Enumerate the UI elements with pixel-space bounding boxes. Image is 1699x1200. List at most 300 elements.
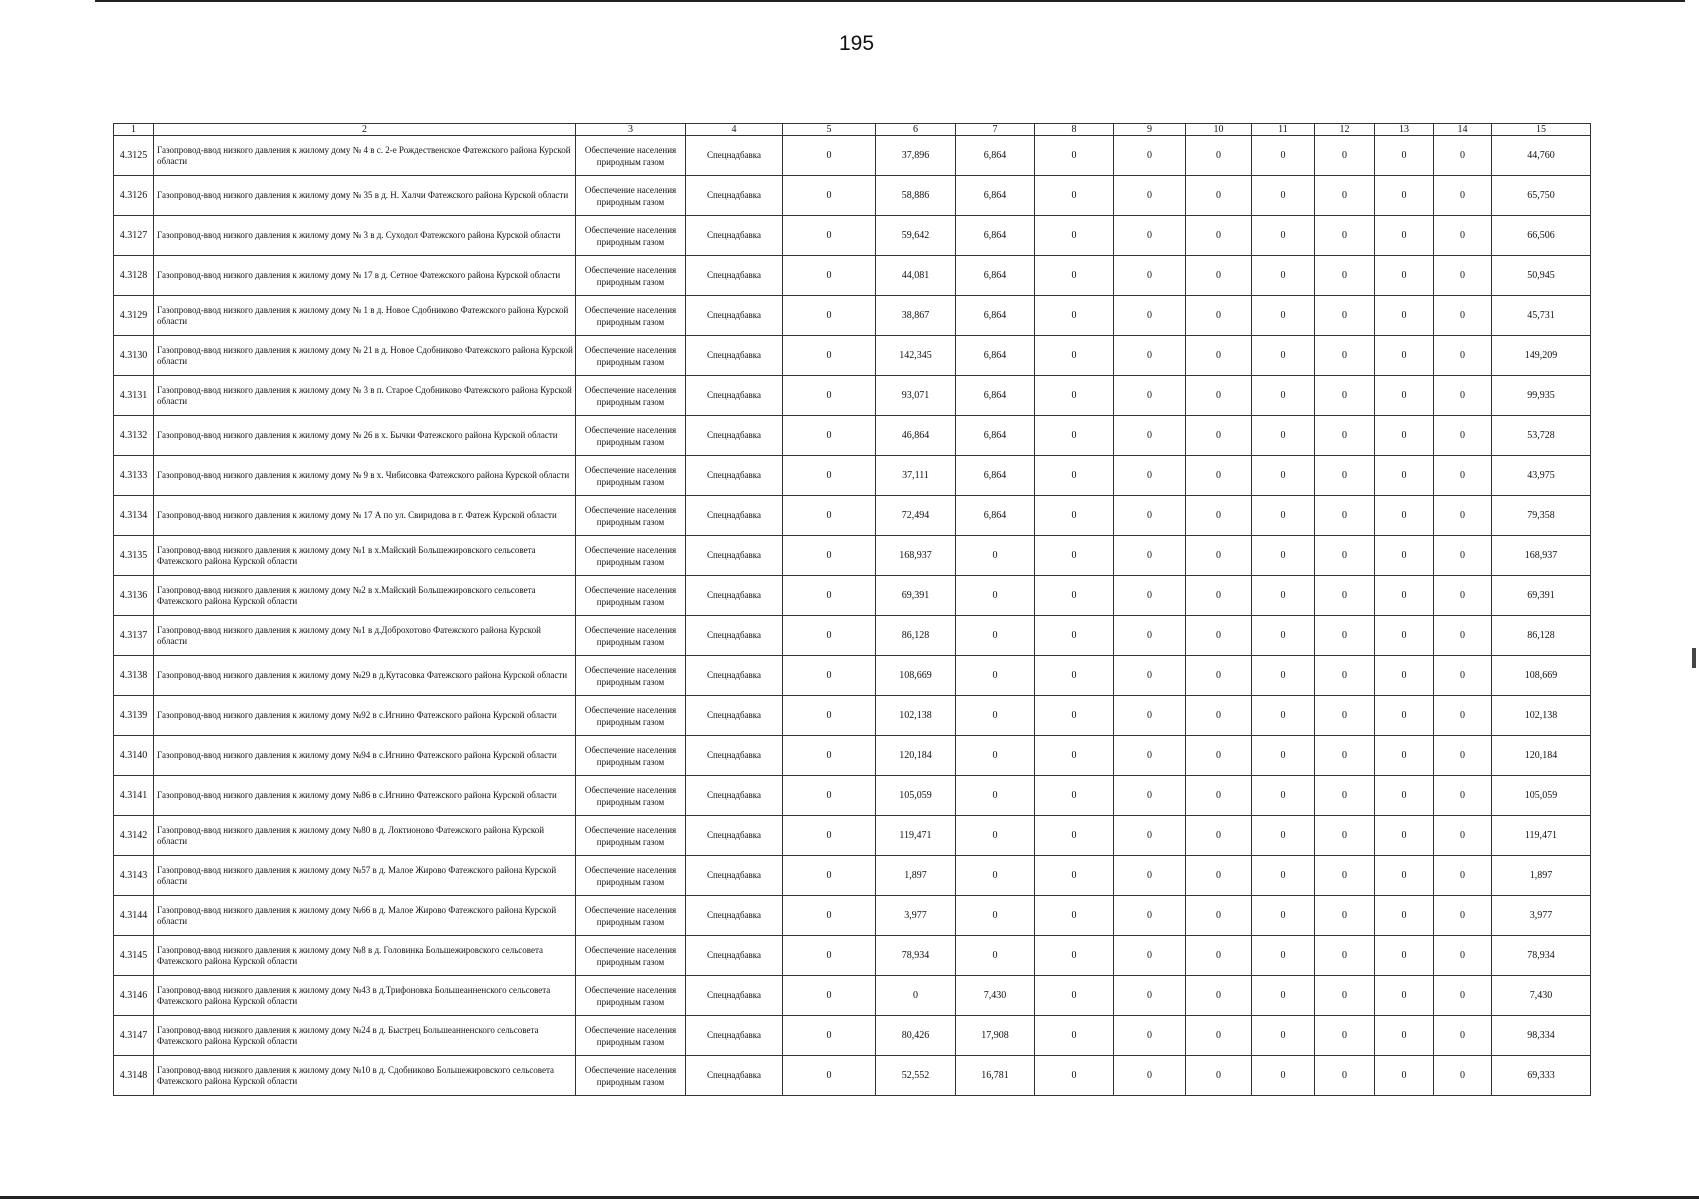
row-number-cell: 4.3140: [114, 736, 154, 776]
row-number-cell: 4.3129: [114, 296, 154, 336]
col-9-cell: 0: [1114, 616, 1186, 656]
col-6-cell: 52,552: [876, 1056, 956, 1096]
object-description-cell: Газопровод-ввод низкого давления к жилому дому № 1 в д. Новое Сдобниково Фатежского района Курской области: [154, 296, 576, 336]
col-7-cell: 0: [956, 776, 1035, 816]
col-7-cell: 7,430: [956, 976, 1035, 1016]
col-8-cell: 0: [1035, 656, 1114, 696]
col-14-cell: 0: [1434, 856, 1492, 896]
col-9-cell: 0: [1114, 456, 1186, 496]
funding-source-cell: Спецнадбавка: [686, 976, 783, 1016]
row-number-cell: 4.3138: [114, 656, 154, 696]
col-12-cell: 0: [1315, 496, 1375, 536]
table-row: [114, 696, 1591, 736]
col-6-cell: 78,934: [876, 936, 956, 976]
col-13-cell: 0: [1375, 336, 1434, 376]
col-12-cell: 0: [1315, 256, 1375, 296]
col-9-cell: 0: [1114, 536, 1186, 576]
bottom-rule: [0, 1196, 1699, 1199]
object-description-cell: Газопровод-ввод низкого давления к жилому дому №29 в д.Кутасовка Фатежского района Курской области: [154, 656, 576, 696]
col-8-cell: 0: [1035, 216, 1114, 256]
object-description-cell: Газопровод-ввод низкого давления к жилому дому №24 в д. Быстрец Большеанненского сельсовета Фатежского района Курской области: [154, 1016, 576, 1056]
col-8-cell: 0: [1035, 816, 1114, 856]
col-10-cell: 0: [1186, 416, 1252, 456]
funding-source-cell: Спецнадбавка: [686, 536, 783, 576]
purpose-cell: Обеспечение населения природным газом: [576, 976, 686, 1016]
funding-source-cell: Спецнадбавка: [686, 736, 783, 776]
col-10-cell: 0: [1186, 776, 1252, 816]
table-body: [114, 136, 1591, 1096]
col-7-cell: 6,864: [956, 296, 1035, 336]
col-14-cell: 0: [1434, 496, 1492, 536]
data-table: [113, 123, 1591, 1096]
object-description-cell: Газопровод-ввод низкого давления к жилому дому № 3 в д. Суходол Фатежского района Курской области: [154, 216, 576, 256]
col-10-cell: 0: [1186, 496, 1252, 536]
col-9-cell: 0: [1114, 176, 1186, 216]
col-8-cell: 0: [1035, 256, 1114, 296]
funding-source-cell: Спецнадбавка: [686, 176, 783, 216]
col-6-cell: 0: [876, 976, 956, 1016]
purpose-cell: Обеспечение населения природным газом: [576, 616, 686, 656]
funding-source-cell: Спецнадбавка: [686, 936, 783, 976]
row-number-cell: 4.3144: [114, 896, 154, 936]
col-15-total-cell: 7,430: [1492, 976, 1591, 1016]
row-number-cell: 4.3141: [114, 776, 154, 816]
table-row: [114, 816, 1591, 856]
col-8-cell: 0: [1035, 496, 1114, 536]
col-12-cell: 0: [1315, 816, 1375, 856]
object-description-cell: Газопровод-ввод низкого давления к жилому дому №86 в с.Игнино Фатежского района Курской области: [154, 776, 576, 816]
column-header-14: 14: [1434, 124, 1492, 136]
col-5-cell: 0: [783, 656, 876, 696]
col-5-cell: 0: [783, 216, 876, 256]
col-13-cell: 0: [1375, 536, 1434, 576]
table-row: [114, 976, 1591, 1016]
table-row: [114, 896, 1591, 936]
col-14-cell: 0: [1434, 1016, 1492, 1056]
object-description-cell: Газопровод-ввод низкого давления к жилому дому № 26 в х. Бычки Фатежского района Курской области: [154, 416, 576, 456]
funding-source-cell: Спецнадбавка: [686, 776, 783, 816]
col-11-cell: 0: [1252, 576, 1315, 616]
object-description-cell: Газопровод-ввод низкого давления к жилому дому №2 в х.Майский Большежировского сельсовета Фатежского района Курской области: [154, 576, 576, 616]
table-row: [114, 856, 1591, 896]
col-15-total-cell: 69,391: [1492, 576, 1591, 616]
col-15-total-cell: 3,977: [1492, 896, 1591, 936]
object-description-cell: Газопровод-ввод низкого давления к жилому дому №80 в д. Локтионово Фатежского района Курской области: [154, 816, 576, 856]
col-5-cell: 0: [783, 536, 876, 576]
col-5-cell: 0: [783, 576, 876, 616]
col-6-cell: 142,345: [876, 336, 956, 376]
col-7-cell: 6,864: [956, 136, 1035, 176]
col-11-cell: 0: [1252, 136, 1315, 176]
col-6-cell: 93,071: [876, 376, 956, 416]
object-description-cell: Газопровод-ввод низкого давления к жилому дому № 35 в д. Н. Халчи Фатежского района Курской области: [154, 176, 576, 216]
column-header-5: 5: [783, 124, 876, 136]
purpose-cell: Обеспечение населения природным газом: [576, 896, 686, 936]
col-5-cell: 0: [783, 256, 876, 296]
col-11-cell: 0: [1252, 1056, 1315, 1096]
col-6-cell: 46,864: [876, 416, 956, 456]
col-14-cell: 0: [1434, 616, 1492, 656]
col-14-cell: 0: [1434, 576, 1492, 616]
col-7-cell: 17,908: [956, 1016, 1035, 1056]
col-9-cell: 0: [1114, 1016, 1186, 1056]
col-7-cell: 6,864: [956, 456, 1035, 496]
col-9-cell: 0: [1114, 736, 1186, 776]
col-13-cell: 0: [1375, 1056, 1434, 1096]
col-12-cell: 0: [1315, 856, 1375, 896]
column-header-9: 9: [1114, 124, 1186, 136]
col-15-total-cell: 86,128: [1492, 616, 1591, 656]
col-5-cell: 0: [783, 1056, 876, 1096]
col-10-cell: 0: [1186, 256, 1252, 296]
col-10-cell: 0: [1186, 976, 1252, 1016]
col-14-cell: 0: [1434, 256, 1492, 296]
col-14-cell: 0: [1434, 536, 1492, 576]
scan-mark: [1692, 648, 1696, 668]
purpose-cell: Обеспечение населения природным газом: [576, 136, 686, 176]
col-14-cell: 0: [1434, 936, 1492, 976]
purpose-cell: Обеспечение населения природным газом: [576, 496, 686, 536]
funding-source-cell: Спецнадбавка: [686, 816, 783, 856]
col-10-cell: 0: [1186, 456, 1252, 496]
col-10-cell: 0: [1186, 896, 1252, 936]
col-5-cell: 0: [783, 456, 876, 496]
col-9-cell: 0: [1114, 496, 1186, 536]
col-15-total-cell: 120,184: [1492, 736, 1591, 776]
column-header-1: 1: [114, 124, 154, 136]
col-5-cell: 0: [783, 936, 876, 976]
table-row: [114, 216, 1591, 256]
col-6-cell: 37,896: [876, 136, 956, 176]
col-14-cell: 0: [1434, 976, 1492, 1016]
col-13-cell: 0: [1375, 456, 1434, 496]
col-9-cell: 0: [1114, 296, 1186, 336]
col-11-cell: 0: [1252, 696, 1315, 736]
col-14-cell: 0: [1434, 1056, 1492, 1096]
row-number-cell: 4.3126: [114, 176, 154, 216]
col-13-cell: 0: [1375, 576, 1434, 616]
col-8-cell: 0: [1035, 176, 1114, 216]
column-header-10: 10: [1186, 124, 1252, 136]
col-13-cell: 0: [1375, 176, 1434, 216]
col-6-cell: 108,669: [876, 656, 956, 696]
col-6-cell: 38,867: [876, 296, 956, 336]
purpose-cell: Обеспечение населения природным газом: [576, 216, 686, 256]
col-10-cell: 0: [1186, 176, 1252, 216]
col-7-cell: 0: [956, 816, 1035, 856]
col-12-cell: 0: [1315, 936, 1375, 976]
col-8-cell: 0: [1035, 896, 1114, 936]
column-header-12: 12: [1315, 124, 1375, 136]
purpose-cell: Обеспечение населения природным газом: [576, 296, 686, 336]
top-rule: [95, 0, 1685, 2]
col-15-total-cell: 149,209: [1492, 336, 1591, 376]
col-9-cell: 0: [1114, 216, 1186, 256]
col-14-cell: 0: [1434, 216, 1492, 256]
col-11-cell: 0: [1252, 536, 1315, 576]
col-12-cell: 0: [1315, 376, 1375, 416]
funding-source-cell: Спецнадбавка: [686, 696, 783, 736]
purpose-cell: Обеспечение населения природным газом: [576, 376, 686, 416]
col-14-cell: 0: [1434, 176, 1492, 216]
col-9-cell: 0: [1114, 696, 1186, 736]
col-15-total-cell: 168,937: [1492, 536, 1591, 576]
col-12-cell: 0: [1315, 136, 1375, 176]
col-11-cell: 0: [1252, 176, 1315, 216]
table-row: [114, 136, 1591, 176]
col-12-cell: 0: [1315, 1056, 1375, 1096]
col-13-cell: 0: [1375, 856, 1434, 896]
col-11-cell: 0: [1252, 616, 1315, 656]
table-row: [114, 936, 1591, 976]
purpose-cell: Обеспечение населения природным газом: [576, 1016, 686, 1056]
col-10-cell: 0: [1186, 136, 1252, 176]
table-row: [114, 736, 1591, 776]
col-10-cell: 0: [1186, 576, 1252, 616]
col-5-cell: 0: [783, 1016, 876, 1056]
row-number-cell: 4.3136: [114, 576, 154, 616]
col-13-cell: 0: [1375, 376, 1434, 416]
column-header-4: 4: [686, 124, 783, 136]
col-15-total-cell: 105,059: [1492, 776, 1591, 816]
col-13-cell: 0: [1375, 256, 1434, 296]
object-description-cell: Газопровод-ввод низкого давления к жилому дому №10 в д. Сдобниково Большежировского сельсовета Фатежского района Курской области: [154, 1056, 576, 1096]
col-10-cell: 0: [1186, 216, 1252, 256]
object-description-cell: Газопровод-ввод низкого давления к жилому дому №1 в х.Майский Большежировского сельсовета Фатежского района Курской области: [154, 536, 576, 576]
col-14-cell: 0: [1434, 416, 1492, 456]
col-10-cell: 0: [1186, 696, 1252, 736]
col-7-cell: 6,864: [956, 416, 1035, 456]
col-8-cell: 0: [1035, 976, 1114, 1016]
col-6-cell: 105,059: [876, 776, 956, 816]
col-6-cell: 102,138: [876, 696, 956, 736]
col-9-cell: 0: [1114, 1056, 1186, 1096]
col-7-cell: 16,781: [956, 1056, 1035, 1096]
col-11-cell: 0: [1252, 776, 1315, 816]
col-6-cell: 86,128: [876, 616, 956, 656]
col-12-cell: 0: [1315, 216, 1375, 256]
col-14-cell: 0: [1434, 336, 1492, 376]
purpose-cell: Обеспечение населения природным газом: [576, 776, 686, 816]
object-description-cell: Газопровод-ввод низкого давления к жилому дому №57 в д. Малое Жирово Фатежского района Курской области: [154, 856, 576, 896]
col-11-cell: 0: [1252, 216, 1315, 256]
col-6-cell: 58,886: [876, 176, 956, 216]
col-6-cell: 69,391: [876, 576, 956, 616]
row-number-cell: 4.3142: [114, 816, 154, 856]
col-15-total-cell: 79,358: [1492, 496, 1591, 536]
row-number-cell: 4.3127: [114, 216, 154, 256]
col-9-cell: 0: [1114, 816, 1186, 856]
col-6-cell: 44,081: [876, 256, 956, 296]
object-description-cell: Газопровод-ввод низкого давления к жилому дому №66 в д. Малое Жирово Фатежского района Курской области: [154, 896, 576, 936]
col-9-cell: 0: [1114, 976, 1186, 1016]
col-15-total-cell: 99,935: [1492, 376, 1591, 416]
col-9-cell: 0: [1114, 256, 1186, 296]
col-5-cell: 0: [783, 856, 876, 896]
col-12-cell: 0: [1315, 776, 1375, 816]
object-description-cell: Газопровод-ввод низкого давления к жилому дому №94 в с.Игнино Фатежского района Курской области: [154, 736, 576, 776]
col-10-cell: 0: [1186, 656, 1252, 696]
col-7-cell: 0: [956, 576, 1035, 616]
col-12-cell: 0: [1315, 1016, 1375, 1056]
funding-source-cell: Спецнадбавка: [686, 856, 783, 896]
table-row: [114, 776, 1591, 816]
col-9-cell: 0: [1114, 896, 1186, 936]
col-11-cell: 0: [1252, 736, 1315, 776]
col-12-cell: 0: [1315, 896, 1375, 936]
table-row: [114, 576, 1591, 616]
column-header-2: 2: [154, 124, 576, 136]
col-12-cell: 0: [1315, 616, 1375, 656]
col-14-cell: 0: [1434, 656, 1492, 696]
col-8-cell: 0: [1035, 856, 1114, 896]
col-11-cell: 0: [1252, 456, 1315, 496]
col-6-cell: 59,642: [876, 216, 956, 256]
col-11-cell: 0: [1252, 256, 1315, 296]
table-row: [114, 376, 1591, 416]
funding-source-cell: Спецнадбавка: [686, 896, 783, 936]
col-12-cell: 0: [1315, 536, 1375, 576]
table-row: [114, 416, 1591, 456]
col-15-total-cell: 119,471: [1492, 816, 1591, 856]
row-number-cell: 4.3130: [114, 336, 154, 376]
col-13-cell: 0: [1375, 496, 1434, 536]
col-6-cell: 3,977: [876, 896, 956, 936]
col-5-cell: 0: [783, 296, 876, 336]
row-number-cell: 4.3146: [114, 976, 154, 1016]
col-7-cell: 0: [956, 616, 1035, 656]
col-11-cell: 0: [1252, 816, 1315, 856]
col-5-cell: 0: [783, 496, 876, 536]
col-15-total-cell: 50,945: [1492, 256, 1591, 296]
col-7-cell: 0: [956, 696, 1035, 736]
funding-source-cell: Спецнадбавка: [686, 656, 783, 696]
col-11-cell: 0: [1252, 336, 1315, 376]
col-5-cell: 0: [783, 136, 876, 176]
col-7-cell: 0: [956, 936, 1035, 976]
table-row: [114, 176, 1591, 216]
col-13-cell: 0: [1375, 1016, 1434, 1056]
col-7-cell: 0: [956, 536, 1035, 576]
funding-source-cell: Спецнадбавка: [686, 256, 783, 296]
col-14-cell: 0: [1434, 736, 1492, 776]
purpose-cell: Обеспечение населения природным газом: [576, 656, 686, 696]
object-description-cell: Газопровод-ввод низкого давления к жилому дому № 9 в х. Чибисовка Фатежского района Курской области: [154, 456, 576, 496]
object-description-cell: Газопровод-ввод низкого давления к жилому дому №1 в д.Доброхотово Фатежского района Курской области: [154, 616, 576, 656]
col-7-cell: 6,864: [956, 176, 1035, 216]
col-10-cell: 0: [1186, 856, 1252, 896]
col-12-cell: 0: [1315, 736, 1375, 776]
column-header-3: 3: [576, 124, 686, 136]
col-12-cell: 0: [1315, 176, 1375, 216]
purpose-cell: Обеспечение населения природным газом: [576, 456, 686, 496]
col-11-cell: 0: [1252, 416, 1315, 456]
col-12-cell: 0: [1315, 296, 1375, 336]
col-8-cell: 0: [1035, 536, 1114, 576]
col-12-cell: 0: [1315, 576, 1375, 616]
row-number-cell: 4.3133: [114, 456, 154, 496]
col-13-cell: 0: [1375, 416, 1434, 456]
col-12-cell: 0: [1315, 416, 1375, 456]
col-13-cell: 0: [1375, 136, 1434, 176]
col-5-cell: 0: [783, 816, 876, 856]
col-15-total-cell: 44,760: [1492, 136, 1591, 176]
row-number-cell: 4.3147: [114, 1016, 154, 1056]
purpose-cell: Обеспечение населения природным газом: [576, 336, 686, 376]
col-11-cell: 0: [1252, 496, 1315, 536]
col-14-cell: 0: [1434, 696, 1492, 736]
object-description-cell: Газопровод-ввод низкого давления к жилому дому № 17 в д. Сетное Фатежского района Курской области: [154, 256, 576, 296]
purpose-cell: Обеспечение населения природным газом: [576, 856, 686, 896]
col-13-cell: 0: [1375, 216, 1434, 256]
col-14-cell: 0: [1434, 776, 1492, 816]
col-15-total-cell: 108,669: [1492, 656, 1591, 696]
column-header-13: 13: [1375, 124, 1434, 136]
purpose-cell: Обеспечение населения природным газом: [576, 576, 686, 616]
col-9-cell: 0: [1114, 136, 1186, 176]
object-description-cell: Газопровод-ввод низкого давления к жилому дому №43 в д.Трифоновка Большеанненского сельсовета Фатежского района Курской области: [154, 976, 576, 1016]
col-15-total-cell: 45,731: [1492, 296, 1591, 336]
row-number-cell: 4.3143: [114, 856, 154, 896]
col-11-cell: 0: [1252, 656, 1315, 696]
purpose-cell: Обеспечение населения природным газом: [576, 536, 686, 576]
column-header-7: 7: [956, 124, 1035, 136]
col-10-cell: 0: [1186, 736, 1252, 776]
object-description-cell: Газопровод-ввод низкого давления к жилому дому № 4 в с. 2-е Рождественское Фатежского района Курской области: [154, 136, 576, 176]
funding-source-cell: Спецнадбавка: [686, 456, 783, 496]
row-number-cell: 4.3134: [114, 496, 154, 536]
col-8-cell: 0: [1035, 576, 1114, 616]
col-8-cell: 0: [1035, 296, 1114, 336]
col-10-cell: 0: [1186, 1056, 1252, 1096]
col-11-cell: 0: [1252, 296, 1315, 336]
col-7-cell: 0: [956, 736, 1035, 776]
col-9-cell: 0: [1114, 936, 1186, 976]
col-6-cell: 1,897: [876, 856, 956, 896]
column-header-8: 8: [1035, 124, 1114, 136]
funding-source-cell: Спецнадбавка: [686, 496, 783, 536]
col-5-cell: 0: [783, 336, 876, 376]
col-5-cell: 0: [783, 776, 876, 816]
col-7-cell: 0: [956, 896, 1035, 936]
col-15-total-cell: 65,750: [1492, 176, 1591, 216]
col-9-cell: 0: [1114, 776, 1186, 816]
funding-source-cell: Спецнадбавка: [686, 416, 783, 456]
col-11-cell: 0: [1252, 376, 1315, 416]
col-10-cell: 0: [1186, 936, 1252, 976]
col-5-cell: 0: [783, 416, 876, 456]
funding-source-cell: Спецнадбавка: [686, 1016, 783, 1056]
column-header-11: 11: [1252, 124, 1315, 136]
table-row: [114, 456, 1591, 496]
table-row: [114, 1016, 1591, 1056]
funding-source-cell: Спецнадбавка: [686, 136, 783, 176]
table-row: [114, 296, 1591, 336]
col-9-cell: 0: [1114, 336, 1186, 376]
funding-source-cell: Спецнадбавка: [686, 296, 783, 336]
col-8-cell: 0: [1035, 376, 1114, 416]
object-description-cell: Газопровод-ввод низкого давления к жилому дому №8 в д. Головинка Большежировского сельсовета Фатежского района Курской области: [154, 936, 576, 976]
funding-source-cell: Спецнадбавка: [686, 616, 783, 656]
row-number-cell: 4.3135: [114, 536, 154, 576]
col-9-cell: 0: [1114, 576, 1186, 616]
col-7-cell: 0: [956, 856, 1035, 896]
col-15-total-cell: 1,897: [1492, 856, 1591, 896]
col-11-cell: 0: [1252, 896, 1315, 936]
col-6-cell: 120,184: [876, 736, 956, 776]
col-13-cell: 0: [1375, 616, 1434, 656]
col-10-cell: 0: [1186, 1016, 1252, 1056]
